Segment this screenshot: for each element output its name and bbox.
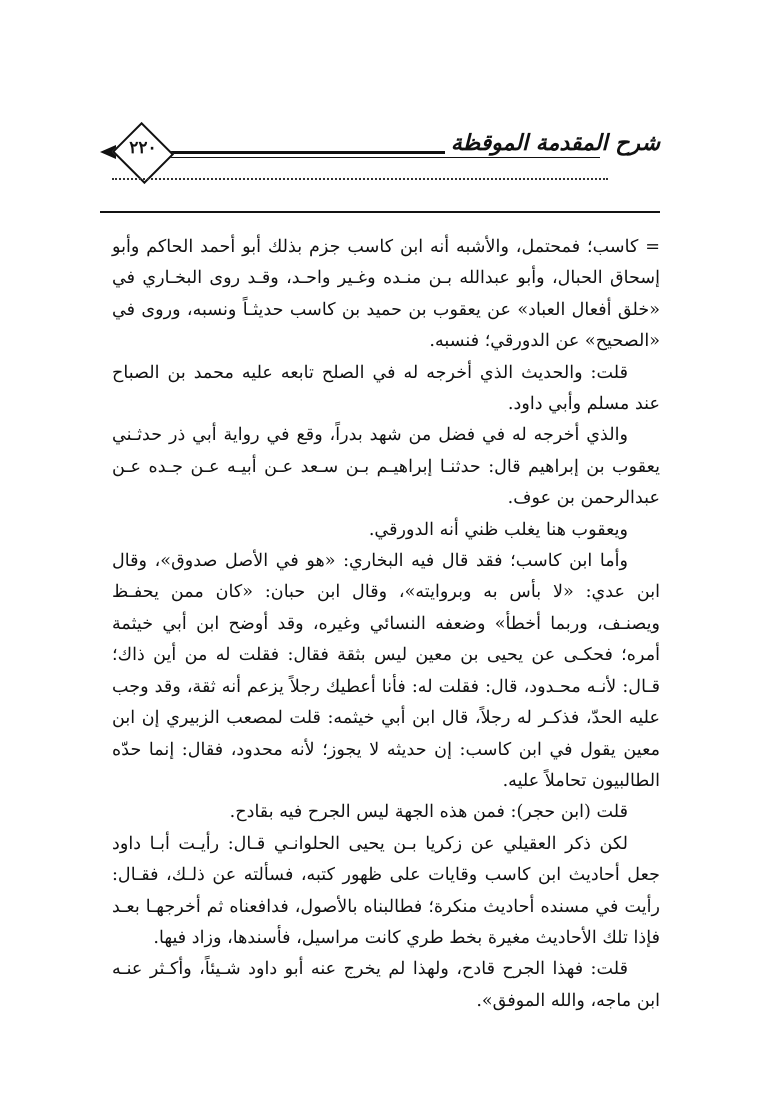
content-top-rule — [100, 211, 660, 213]
paragraph: قلت: والحديث الذي أخرجه له في الصلح تابعه عليه محمد بن الصباح عند مسلم وأبي داود. — [112, 362, 660, 415]
page-header — [100, 118, 660, 174]
paragraph: قلت (ابن حجر): فمن هذه الجهة ليس الجرح فيه بقادح. — [229, 802, 628, 823]
dotted-separator — [112, 178, 608, 180]
paragraph: لكن ذكر العقيلي عن زكريا بـن يحيى الحلوانـي قـال: رأيـت أبـا داود جعل أحاديث ابن كاسب وقايات على ظهور كتبه، فسألته عن ذلـك، فقـال: رأيت في مسنده أحاديث منكرة؛ فطالبناه بالأصول، فدافعناه ثم أخرجهـا بعـد فإذا تلك الأحاديث مغيرة بخط طري كانت مراسيل، فأسندها، وزاد فيها. — [112, 833, 660, 948]
paragraph: قلت: فهذا الجرح قادح، ولهذا لم يخرج عنه أبو داود شـيئاً، وأكـثر عنـه ابن ماجه، والله الموفق». — [112, 959, 660, 1011]
paragraph: = كاسب؛ فمحتمل، والأشبه أنه ابن كاسب جزم بذلك أبو أحمد الحاكم وأبو إسحاق الحبال، وأبو عبدالله بـن منـده وغـير واحـد، وقـد روى البخـاري في «خلق أفعال العباد» عن يعقوب بن حميد بن كاسب حديثـاً ونسبه، وروى في «الصحيح» عن الدورقي؛ فنسبه. — [112, 237, 660, 352]
page-body — [112, 232, 660, 1017]
paragraph: وأما ابن كاسب؛ فقد قال فيه البخاري: «هو في الأصل صدوق»، وقال ابن عدي: «لا بأس به وبروايته»، وقال ابن حبان: «كان ممن يحفـظ ويصنـف، وربما أخطأ» وضعفه النسائي وغيره، وقد أوضح ابن أبي خيثمة أمره؛ فحكـى عن يحيى بن معين ليس بثقة فقال: فقلت له من أين ذاك؛ قـال: لأنـه محـدود، قال: فقلت له: فأنا أعطيك رجلاً يزعم أنه ثقة، وقد وجب عليه الحدّ، فذكـر له رجلاً، قال ابن أبي خيثمه: قلت لمصعب الزبيري إن ابن معين يقول في ابن كاسب: إن حديثه لا يجوز؛ لأنه محدود، فقال: إنما حدّه الطالبيون تحاملاً عليه. — [112, 551, 660, 791]
page-number: ٢٢٠ — [129, 138, 157, 158]
header-rule-thin — [168, 157, 600, 158]
paragraph: والذي أخرجه له في فضل من شهد بدراً، وقع في رواية أبي ذر حدثـني يعقوب بن إبراهيم قال: حدثنـا إبراهيـم بـن سـعد عـن أبيـه عـن جـده عـن عبدالرحمن بن عوف. — [112, 425, 660, 509]
paragraph: ويعقوب هنا يغلب ظني أنه الدورقي. — [368, 519, 628, 540]
running-title: شرح المقدمة الموقظة — [445, 130, 660, 156]
